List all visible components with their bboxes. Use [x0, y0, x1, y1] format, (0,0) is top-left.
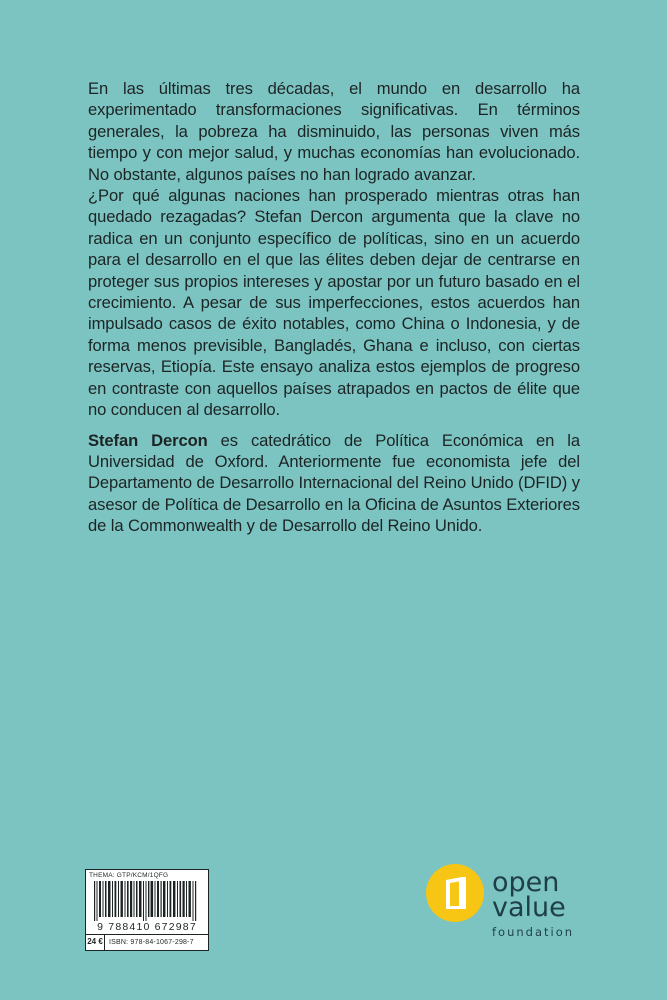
logo-subtitle: foundation [492, 925, 575, 939]
isbn: ISBN: 978-84-1067-298-7 [109, 939, 194, 946]
price: 24 € [86, 935, 105, 950]
price-isbn-row [86, 934, 208, 950]
door-icon [426, 864, 484, 922]
blurb-paragraph-2: ¿Por qué algunas naciones han prosperado mientras otras han quedado rezagadas? Stefan Dercon argumenta que la clave no radica en un conjunto específico de políticas, sino en un acuerdo para el desarrollo en el que las élites deben dejar de centrarse en proteger sus propios intereses y apostar por un futuro basado en el crecimiento. A pesar de sus imperfecciones, estos acuerdos han impulsado casos de éxito notables, como China o Indonesia, y de forma menos previsible, Bangladés, Ghana e incluso, con ciertas reservas, Etiopía. Este ensayo analiza estos ejemplos de progreso en contraste con aquellos países atrapados en pactos de élite que no conducen al desarrollo. [88, 186, 580, 420]
logo-word-value: value [492, 892, 566, 923]
blurb-paragraph-1: En las últimas tres décadas, el mundo en desarrollo ha experimentado transformaciones significativas. En términos generales, la pobreza ha disminuido, las personas viven más tiempo y con mejor salud, y muchas economías han evolucionado. No obstante, algunos países no han logrado avanzar. [88, 79, 580, 184]
back-cover-blurb [88, 78, 580, 537]
author-name: Stefan Dercon [88, 430, 208, 450]
thema-code: THEMA: GTP/KCM/1QFG [89, 872, 169, 879]
barcode-digits: 9 788410 672987 [97, 921, 197, 933]
author-bio [88, 430, 580, 537]
barcode-bars [92, 881, 202, 921]
publisher-logo [426, 862, 596, 946]
logo-wordmark [492, 867, 566, 923]
logo-word-open: open [492, 867, 560, 898]
author-bio-text: es catedrático de Política Económica en la Universidad de Oxford. Anteriormente fue economista jefe del Departamento de Desarrollo Internacional del Reino Unido (DFID) y asesor de Política de Desarrollo en la Oficina de Asuntos Exteriores de la Commonwealth y de Desarrollo del Reino Unido. [88, 430, 580, 536]
barcode-label [85, 869, 209, 951]
